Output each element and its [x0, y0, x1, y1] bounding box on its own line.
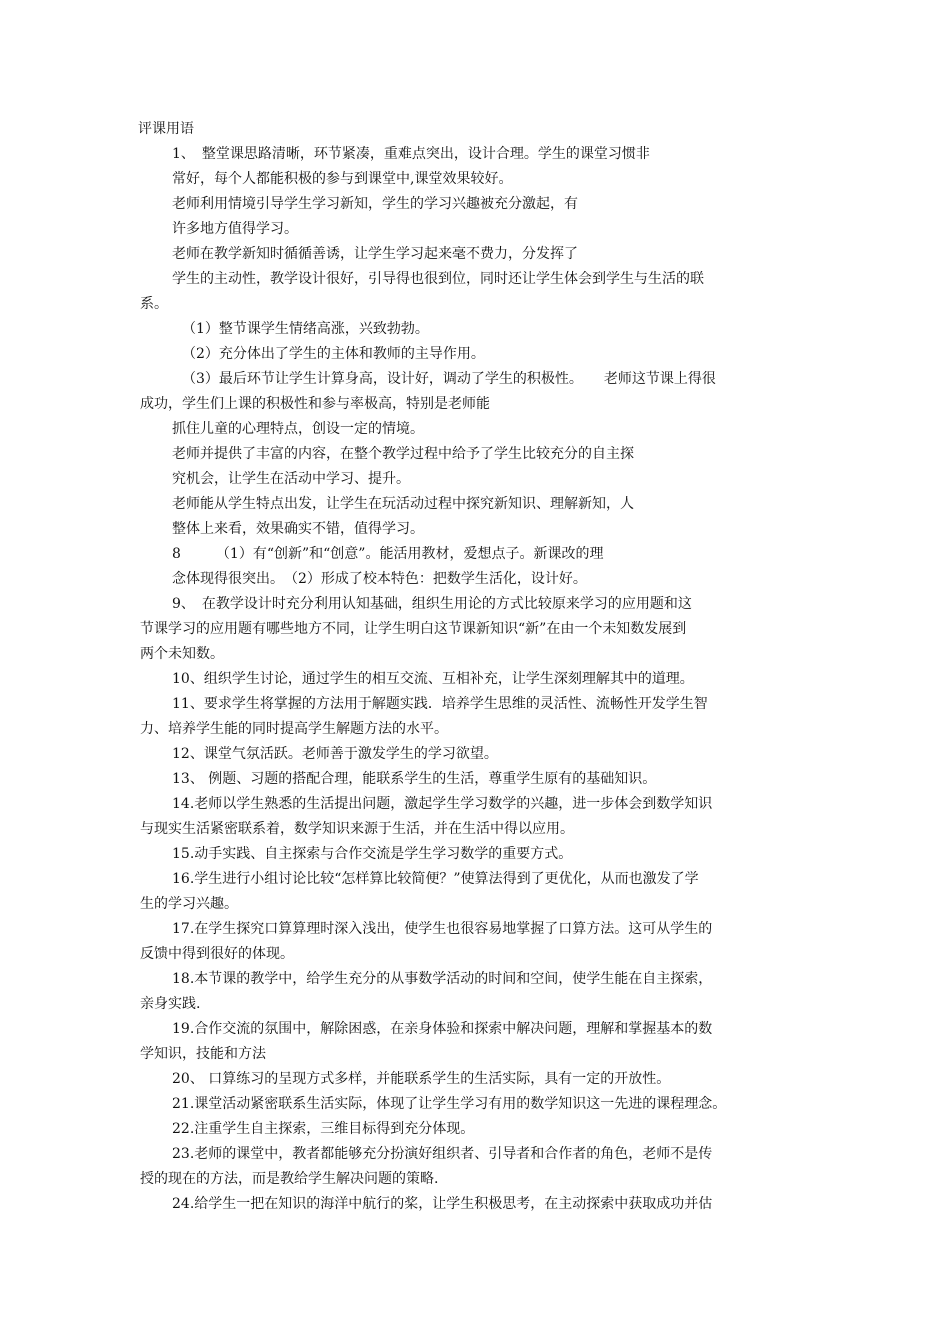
text-line: 念体现得很突出。 （2）形成了校本特色：把数学生活化，设计好。	[172, 571, 587, 587]
text-line: 力、培养学生能的同时提高学生解题方法的水平。	[140, 721, 448, 737]
text-line: 老师利用情境引导学生学习新知，学生的学习兴趣被充分激起，有	[172, 196, 578, 212]
text-line: 11、要求学生将掌握的方法用于解题实践．培养学生思维的灵活性、流畅性开发学生智	[172, 696, 708, 712]
text-line: 15.动手实践、自主探索与合作交流是学生学习数学的重要方式。	[172, 846, 573, 862]
text-line: 老师并提供了丰富的内容，在整个教学过程中给予了学生比较充分的自主探	[172, 446, 634, 462]
text-line: 抓住儿童的心理特点，创设一定的情境。	[172, 421, 424, 437]
text-line: 10、组织学生讨论，通过学生的相互交流、互相补充，让学生深刻理解其中的道理。	[172, 671, 694, 687]
text-line: 反馈中得到很好的体现。	[140, 946, 294, 962]
text-line: 16.学生进行小组讨论比较“怎样算比较简便？”使算法得到了更优化，从而也激发了学	[172, 871, 699, 887]
text-line: 9、 在教学设计时充分利用认知基础，组织生用论的方式比较原来学习的应用题和这	[172, 596, 692, 612]
text-line: 12、课堂气氛活跃。老师善于激发学生的学习欲望。	[172, 746, 498, 762]
text-line: 亲身实践.	[140, 996, 201, 1012]
text-line: 23.老师的课堂中，教者都能够充分扮演好组织者、引导者和合作者的角色，老师不是传	[172, 1146, 713, 1162]
text-line: 学知识，技能和方法	[140, 1046, 266, 1062]
text-line: 8 （1）有“创新”和“创意”。能活用教材，爱想点子。新课改的理	[172, 546, 604, 562]
text-line: 成功，学生们上课的积极性和参与率极高，特别是老师能	[140, 396, 490, 412]
text-line: 授的现在的方法，而是教给学生解决问题的策略.	[140, 1171, 439, 1187]
text-line: 24.给学生一把在知识的海洋中航行的桨，让学生积极思考，在主动探索中获取成功并估	[172, 1196, 713, 1212]
text-line: 老师能从学生特点出发，让学生在玩活动过程中探究新知识、理解新知，人	[172, 496, 634, 512]
text-line: 22.注重学生自主探索，三维目标得到充分体现。	[172, 1121, 475, 1137]
text-line: 系。	[140, 296, 168, 312]
text-line: 20、 口算练习的呈现方式多样，并能联系学生的生活实际，具有一定的开放性。	[172, 1071, 671, 1087]
text-line: 常好，每个人都能积极的参与到课堂中,课堂效果较好。	[172, 171, 513, 187]
text-line: （2）充分体出了学生的主体和教师的主导作用。	[182, 346, 485, 362]
text-line: 老师在教学新知时循循善诱，让学生学习起来毫不费力，分发挥了	[172, 246, 578, 262]
text-line: 21.课堂活动紧密联系生活实际，体现了让学生学习有用的数学知识这一先进的课程理念。	[172, 1096, 727, 1112]
text-line: 两个未知数。	[140, 646, 224, 662]
text-line: 许多地方值得学习。	[172, 221, 298, 237]
text-line: （3）最后环节让学生计算身高，设计好，调动了学生的积极性。 老师这节课上得很	[182, 371, 716, 387]
text-line: 13、 例题、习题的搭配合理，能联系学生的生活，尊重学生原有的基础知识。	[172, 771, 657, 787]
text-line: 学生的主动性，教学设计很好，引导得也很到位，同时还让学生体会到学生与生活的联	[172, 271, 704, 287]
text-line: 18.本节课的教学中，给学生充分的从事数学活动的时间和空间，使学生能在自主探索，	[172, 971, 713, 987]
text-line: 14.老师以学生熟悉的生活提出问题，激起学生学习数学的兴趣，进一步体会到数学知识	[172, 796, 713, 812]
text-line: 17.在学生探究口算算理时深入浅出，使学生也很容易地掌握了口算方法。这可从学生的	[172, 921, 713, 937]
text-line: 生的学习兴趣。	[140, 896, 238, 912]
text-line: 究机会，让学生在活动中学习、提升。	[172, 471, 410, 487]
text-line: 整体上来看，效果确实不错，值得学习。	[172, 521, 424, 537]
document-title: 评课用语	[138, 121, 194, 137]
text-line: （1）整节课学生情绪高涨，兴致勃勃。	[182, 321, 429, 337]
text-line: 19.合作交流的氛围中，解除困惑，在亲身体验和探索中解决问题，理解和掌握基本的数	[172, 1021, 713, 1037]
text-line: 节课学习的应用题有哪些地方不同，让学生明白这节课新知识“新”在由一个未知数发展到	[140, 621, 687, 637]
text-line: 与现实生活紧密联系着，数学知识来源于生活，并在生活中得以应用。	[140, 821, 574, 837]
text-line: 1、 整堂课思路清晰，环节紧凑，重难点突出，设计合理。学生的课堂习惯非	[172, 146, 650, 162]
